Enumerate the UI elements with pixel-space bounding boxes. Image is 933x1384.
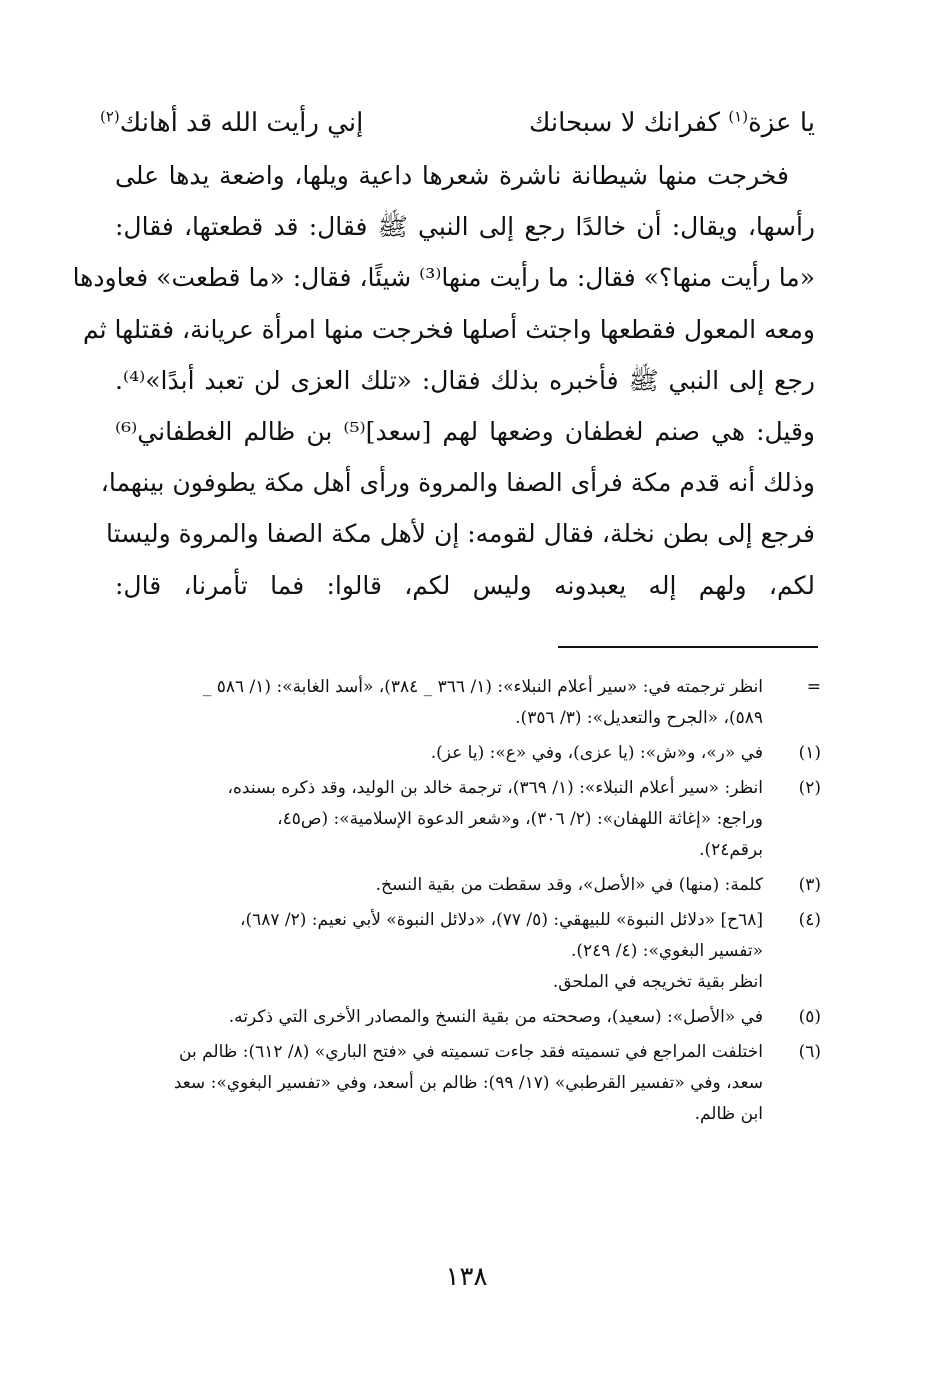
footnote-ref: (٢) [100,107,120,126]
footnote-divider [558,646,818,648]
footnote [105,672,821,734]
text-line: رأسها، ويقال: أن خالدًا رجع إلى النبي ﷺ فقال: قد قطعتها، فقال: [115,212,815,242]
footnote-line: «تفسير البغوي»: (٤/ ٢٤٩). [570,941,763,961]
footnote-line: في «ر»، و«ش»: (يا عزى)، وفي «ع»: (يا عز). [430,743,763,763]
text-line: وذلك أنه قدم مكة فرأى الصفا والمروة ورأى أهل مكة يطوفون بينهما، [100,468,815,498]
footnote-line: انظر: «سير أعلام النبلاء»: (١/ ٣٦٩)، ترجمة خالد بن الوليد، وقد ذكره بسنده، [227,778,763,798]
text-line: فخرجت منها شيطانة ناشرة شعرها داعية ويلها، واضعة يدها على [115,161,789,190]
footnote-line: برقم٢٤). [699,840,763,860]
footnote-line: اختلفت المراجع في تسميته فقد جاءت تسميته في «فتح الباري» (٨/ ٦١٢): ظالم بن [179,1042,763,1062]
footnote [105,738,821,769]
footnote-ref: (١) [728,107,749,126]
footnote-number: = [806,677,821,697]
text-line: «ما رأيت منها؟» فقال: ما رأيت منها⁽³⁾ شيئًا، فقال: «ما قطعت» فعاودها [72,263,815,293]
footnote [105,905,821,998]
text-line: فرجع إلى بطن نخلة، فقال لقومه: إن لأهل مكة الصفا والمروة وليستا [106,519,815,549]
footnote-number: (٣) [798,875,821,895]
verse-first-hemistich: يا عزة$^{(١)}$ كفرانك لا سبحانك [528,107,815,138]
text-line: وقيل: هي صنم لغطفان وضعها لهم [سعد]⁽⁵⁾ بن ظالم الغطفاني⁽⁶⁾ [115,416,815,446]
verse-second-hemistich: إني رأيت الله قد أهانك$^{(٢)}$ [100,107,364,138]
footnote [105,773,821,866]
footnote-number: (٤) [798,910,821,930]
text-line: ومعه المعول فقطعها واجتث أصلها فخرجت منها امرأة عريانة، فقتلها ثم [82,314,815,344]
footnote-line: في «الأصل»: (سعيد)، وصححته من بقية النسخ والمصادر الأخرى التي ذكرته. [228,1007,763,1027]
footnote-number: (١) [798,743,821,763]
page-number: ١٣٨ [445,1262,488,1292]
footnote-line: كلمة: (منها) في «الأصل»، وقد سقطت من بقية النسخ. [375,875,763,895]
poem-verse [100,98,815,148]
footnote-line: ٥٨٩)، «الجرح والتعديل»: (٣/ ٣٥٦). [515,708,763,728]
footnote [105,1037,821,1130]
footnote-number: (٦) [798,1042,821,1062]
footnote-number: (٢) [798,778,821,798]
main-text [72,150,816,611]
footnote-line: وراجع: «إغاثة اللهفان»: (٢/ ٣٠٦)، و«شعر الدعوة الإسلامية»: (ص٤٥، [277,809,763,829]
text-line: لكم، ولهم إله يعبدونه وليس لكم، قالوا: فما تأمرنا، قال: [115,570,815,600]
footnote-line: ابن ظالم. [694,1104,763,1124]
footnote-line: انظر بقية تخريجه في الملحق. [552,972,763,992]
text-line: رجع إلى النبي ﷺ فأخبره بذلك فقال: «تلك العزى لن تعبد أبدًا»⁽⁴⁾. [115,365,816,395]
footnote-line: [٦٨ح] «دلائل النبوة» للبيهقي: (٥/ ٧٧)، «دلائل النبوة» لأبي نعيم: (٢/ ٦٨٧)، [239,910,763,930]
footnote-number: (٥) [798,1007,821,1027]
footnotes [105,672,821,1134]
footnote [105,870,821,901]
footnote-line: سعد، وفي «تفسير القرطبي» (١٧/ ٩٩): ظالم بن أسعد، وفي «تفسير البغوي»: سعد [173,1073,763,1093]
footnote-line: انظر ترجمته في: «سير أعلام النبلاء»: (١/ ٣٦٦ _ ٣٨٤)، «أسد الغابة»: (١/ ٥٨٦ _ [202,677,763,697]
footnote [105,1002,821,1033]
